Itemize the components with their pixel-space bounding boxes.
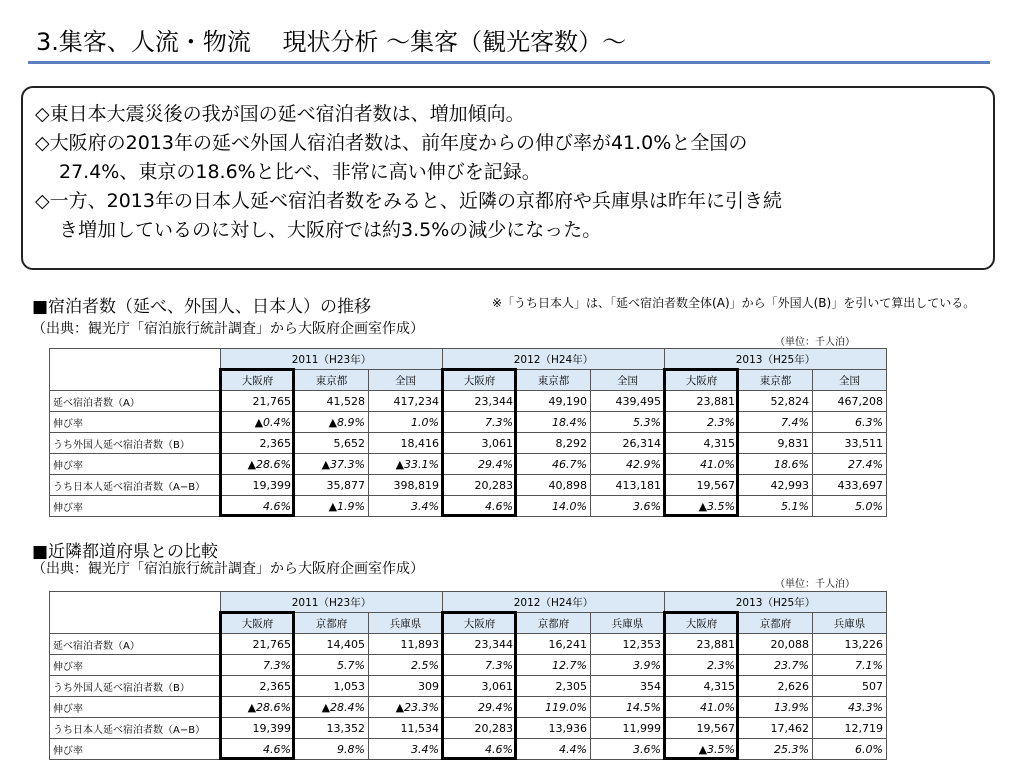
table-cell: 467,208: [813, 391, 887, 412]
table-cell: 42.9%: [591, 454, 665, 475]
row-label: 伸び率: [50, 655, 221, 676]
table-cell: 11,893: [369, 634, 443, 655]
table-cell: 12,719: [813, 718, 887, 739]
slide-title: 3.集客、人流・物流 現状分析 ～集客（観光客数）～: [36, 28, 627, 56]
year-header: 2011（H23年）: [221, 592, 443, 613]
table-cell: 19,567: [665, 475, 739, 496]
table-cell: 14.0%: [517, 496, 591, 517]
table-cell: 35,877: [295, 475, 369, 496]
table-row: [50, 475, 887, 496]
table-cell: 23,344: [443, 391, 517, 412]
region-header: 東京都: [517, 370, 591, 391]
region-header: 大阪府: [221, 370, 295, 391]
table-cell: 398,819: [369, 475, 443, 496]
summary-line-5: き増加しているのに対し、大阪府では約3.5%の減少になった。: [59, 219, 602, 241]
table-cell: 13.9%: [739, 697, 813, 718]
table-cell: 4,315: [665, 676, 739, 697]
table-cell: 2.5%: [369, 655, 443, 676]
table-cell: 26,314: [591, 433, 665, 454]
table-cell: 14,405: [295, 634, 369, 655]
table-cell: 6.3%: [813, 412, 887, 433]
table-cell: 354: [591, 676, 665, 697]
table-cell: ▲28.6%: [221, 454, 295, 475]
table-cell: 5,652: [295, 433, 369, 454]
table-cell: 413,181: [591, 475, 665, 496]
table-cell: 41,528: [295, 391, 369, 412]
table-cell: 5.0%: [813, 496, 887, 517]
header-blank-cell: [50, 592, 221, 634]
table-cell: 49,190: [517, 391, 591, 412]
summary-line-2: ◇大阪府の2013年の延べ外国人宿泊者数は、前年度からの伸び率が41.0%と全国の: [35, 132, 748, 154]
table-cell: 41.0%: [665, 697, 739, 718]
table-cell: 23.7%: [739, 655, 813, 676]
region-header: 兵庫県: [813, 613, 887, 634]
row-label: 延べ宿泊者数（A）: [50, 634, 221, 655]
table-cell: 18.6%: [739, 454, 813, 475]
table-cell: 5.3%: [591, 412, 665, 433]
table-cell: 2.3%: [665, 412, 739, 433]
table-cell: 19,399: [221, 475, 295, 496]
year-header-row: [50, 592, 887, 613]
table-cell: 40,898: [517, 475, 591, 496]
table-cell: 2,365: [221, 433, 295, 454]
table-cell: 25.3%: [739, 739, 813, 760]
table-cell: 19,567: [665, 718, 739, 739]
table-cell: 46.7%: [517, 454, 591, 475]
table-cell: 3.6%: [591, 739, 665, 760]
table-cell: 5.1%: [739, 496, 813, 517]
region-header: 全国: [591, 370, 665, 391]
table-cell: 2,365: [221, 676, 295, 697]
region-header: 兵庫県: [369, 613, 443, 634]
table-cell: 11,534: [369, 718, 443, 739]
section1-note: ※「うち日本人」は、「延べ宿泊者数全体(A)」から「外国人(B)」を引いて算出している。: [492, 296, 976, 310]
section1-source: （出典：観光庁「宿泊旅行統計調査」から大阪府企画室作成）: [32, 321, 424, 337]
table-cell: 13,936: [517, 718, 591, 739]
table-cell: 439,495: [591, 391, 665, 412]
table-cell: 4,315: [665, 433, 739, 454]
table-cell: ▲8.9%: [295, 412, 369, 433]
table-cell: 23,344: [443, 634, 517, 655]
region-header: 京都府: [739, 613, 813, 634]
table-row: [50, 496, 887, 517]
section1-heading: ■宿泊者数（延べ、外国人、日本人）の推移: [32, 297, 372, 317]
region-header: 大阪府: [221, 613, 295, 634]
table-cell: 11,999: [591, 718, 665, 739]
region-header: 京都府: [517, 613, 591, 634]
region-header: 京都府: [295, 613, 369, 634]
table-cell: 4.6%: [221, 496, 295, 517]
table-row: [50, 454, 887, 475]
table-cell: ▲23.3%: [369, 697, 443, 718]
summary-line-1: ◇東日本大震災後の我が国の延べ宿泊者数は、増加傾向。: [35, 103, 525, 125]
table-cell: 2.3%: [665, 655, 739, 676]
table-cell: 7.3%: [443, 412, 517, 433]
region-header: 兵庫県: [591, 613, 665, 634]
table-cell: 1,053: [295, 676, 369, 697]
summary-box: [21, 86, 995, 270]
row-label: うち外国人延べ宿泊者数（B）: [50, 433, 221, 454]
row-label: 伸び率: [50, 412, 221, 433]
year-header: 2013（H25年）: [665, 349, 887, 370]
table-row: [50, 718, 887, 739]
table-cell: 43.3%: [813, 697, 887, 718]
year-header: 2013（H25年）: [665, 592, 887, 613]
table-row: [50, 634, 887, 655]
table-cell: 5.7%: [295, 655, 369, 676]
section1-unit: （単位：千人泊）: [775, 337, 855, 348]
table-cell: 13,226: [813, 634, 887, 655]
table-cell: 33,511: [813, 433, 887, 454]
region-header: 大阪府: [665, 613, 739, 634]
row-label: 延べ宿泊者数（A）: [50, 391, 221, 412]
year-header: 2011（H23年）: [221, 349, 443, 370]
table-cell: 52,824: [739, 391, 813, 412]
table-cell: 20,088: [739, 634, 813, 655]
year-header: 2012（H24年）: [443, 592, 665, 613]
table-cell: ▲1.9%: [295, 496, 369, 517]
table-cell: 20,283: [443, 475, 517, 496]
table-cell: 4.6%: [443, 739, 517, 760]
region-header: 大阪府: [665, 370, 739, 391]
table-cell: 7.1%: [813, 655, 887, 676]
table-row: [50, 739, 887, 760]
table-row: [50, 655, 887, 676]
summary-line-4: ◇一方、2013年の日本人延べ宿泊者数をみると、近隣の京都府や兵庫県は昨年に引き続: [35, 190, 782, 212]
table-cell: 17,462: [739, 718, 813, 739]
table-cell: 29.4%: [443, 697, 517, 718]
table-cell: 6.0%: [813, 739, 887, 760]
region-header: 大阪府: [443, 370, 517, 391]
table-cell: ▲3.5%: [665, 496, 739, 517]
section2-heading: ■近隣都道府県との比較: [32, 542, 219, 562]
table-cell: 29.4%: [443, 454, 517, 475]
table-cell: 19,399: [221, 718, 295, 739]
row-label: 伸び率: [50, 739, 221, 760]
table-cell: 27.4%: [813, 454, 887, 475]
table-cell: 4.4%: [517, 739, 591, 760]
header-blank-cell: [50, 349, 221, 391]
table-cell: 2,305: [517, 676, 591, 697]
table-cell: 12.7%: [517, 655, 591, 676]
table-cell: 23,881: [665, 391, 739, 412]
row-label: うち日本人延べ宿泊者数（A−B）: [50, 475, 221, 496]
table-cell: 42,993: [739, 475, 813, 496]
table-cell: 7.3%: [221, 655, 295, 676]
table-cell: 12,353: [591, 634, 665, 655]
table-cell: ▲28.4%: [295, 697, 369, 718]
table-cell: 18,416: [369, 433, 443, 454]
region-header: 全国: [369, 370, 443, 391]
table-cell: 4.6%: [443, 496, 517, 517]
table-cell: 21,765: [221, 391, 295, 412]
region-header: 東京都: [739, 370, 813, 391]
table-cell: 433,697: [813, 475, 887, 496]
table-cell: 13,352: [295, 718, 369, 739]
table-row: [50, 697, 887, 718]
year-header: 2012（H24年）: [443, 349, 665, 370]
table-cell: 417,234: [369, 391, 443, 412]
table-cell: 23,881: [665, 634, 739, 655]
summary-line-3: 27.4%、東京の18.6%と比べ、非常に高い伸びを記録。: [59, 161, 541, 183]
region-header: 全国: [813, 370, 887, 391]
title-underline: [28, 61, 990, 64]
year-header-row: [50, 349, 887, 370]
table-cell: 3.4%: [369, 496, 443, 517]
table-cell: 507: [813, 676, 887, 697]
region-header: 大阪府: [443, 613, 517, 634]
table-cell: 20,283: [443, 718, 517, 739]
row-label: 伸び率: [50, 496, 221, 517]
section2-unit: （単位：千人泊）: [775, 579, 855, 590]
table-lodging-trend: [49, 348, 887, 517]
table-cell: 9.8%: [295, 739, 369, 760]
region-header: 東京都: [295, 370, 369, 391]
table-row: [50, 412, 887, 433]
table-cell: 1.0%: [369, 412, 443, 433]
table-cell: ▲33.1%: [369, 454, 443, 475]
table-cell: 41.0%: [665, 454, 739, 475]
table-cell: 3.6%: [591, 496, 665, 517]
table-cell: 7.4%: [739, 412, 813, 433]
table-cell: ▲28.6%: [221, 697, 295, 718]
table-row: [50, 391, 887, 412]
table-cell: 7.3%: [443, 655, 517, 676]
table-cell: 4.6%: [221, 739, 295, 760]
table-cell: 2,626: [739, 676, 813, 697]
table-cell: 3,061: [443, 676, 517, 697]
table-cell: 309: [369, 676, 443, 697]
row-label: うち日本人延べ宿泊者数（A−B）: [50, 718, 221, 739]
row-label: うち外国人延べ宿泊者数（B）: [50, 676, 221, 697]
table-row: [50, 676, 887, 697]
table-cell: 18.4%: [517, 412, 591, 433]
table-neighbor-comparison: [49, 591, 887, 760]
table-cell: 3,061: [443, 433, 517, 454]
table-cell: 3.9%: [591, 655, 665, 676]
table-cell: ▲3.5%: [665, 739, 739, 760]
table-cell: 9,831: [739, 433, 813, 454]
table-cell: 16,241: [517, 634, 591, 655]
table-cell: 3.4%: [369, 739, 443, 760]
table-cell: 119.0%: [517, 697, 591, 718]
table-cell: ▲0.4%: [221, 412, 295, 433]
table-cell: 21,765: [221, 634, 295, 655]
table-cell: 8,292: [517, 433, 591, 454]
row-label: 伸び率: [50, 454, 221, 475]
row-label: 伸び率: [50, 697, 221, 718]
table-row: [50, 433, 887, 454]
table-cell: ▲37.3%: [295, 454, 369, 475]
table-cell: 14.5%: [591, 697, 665, 718]
section2-source: （出典：観光庁「宿泊旅行統計調査」から大阪府企画室作成）: [32, 561, 424, 577]
